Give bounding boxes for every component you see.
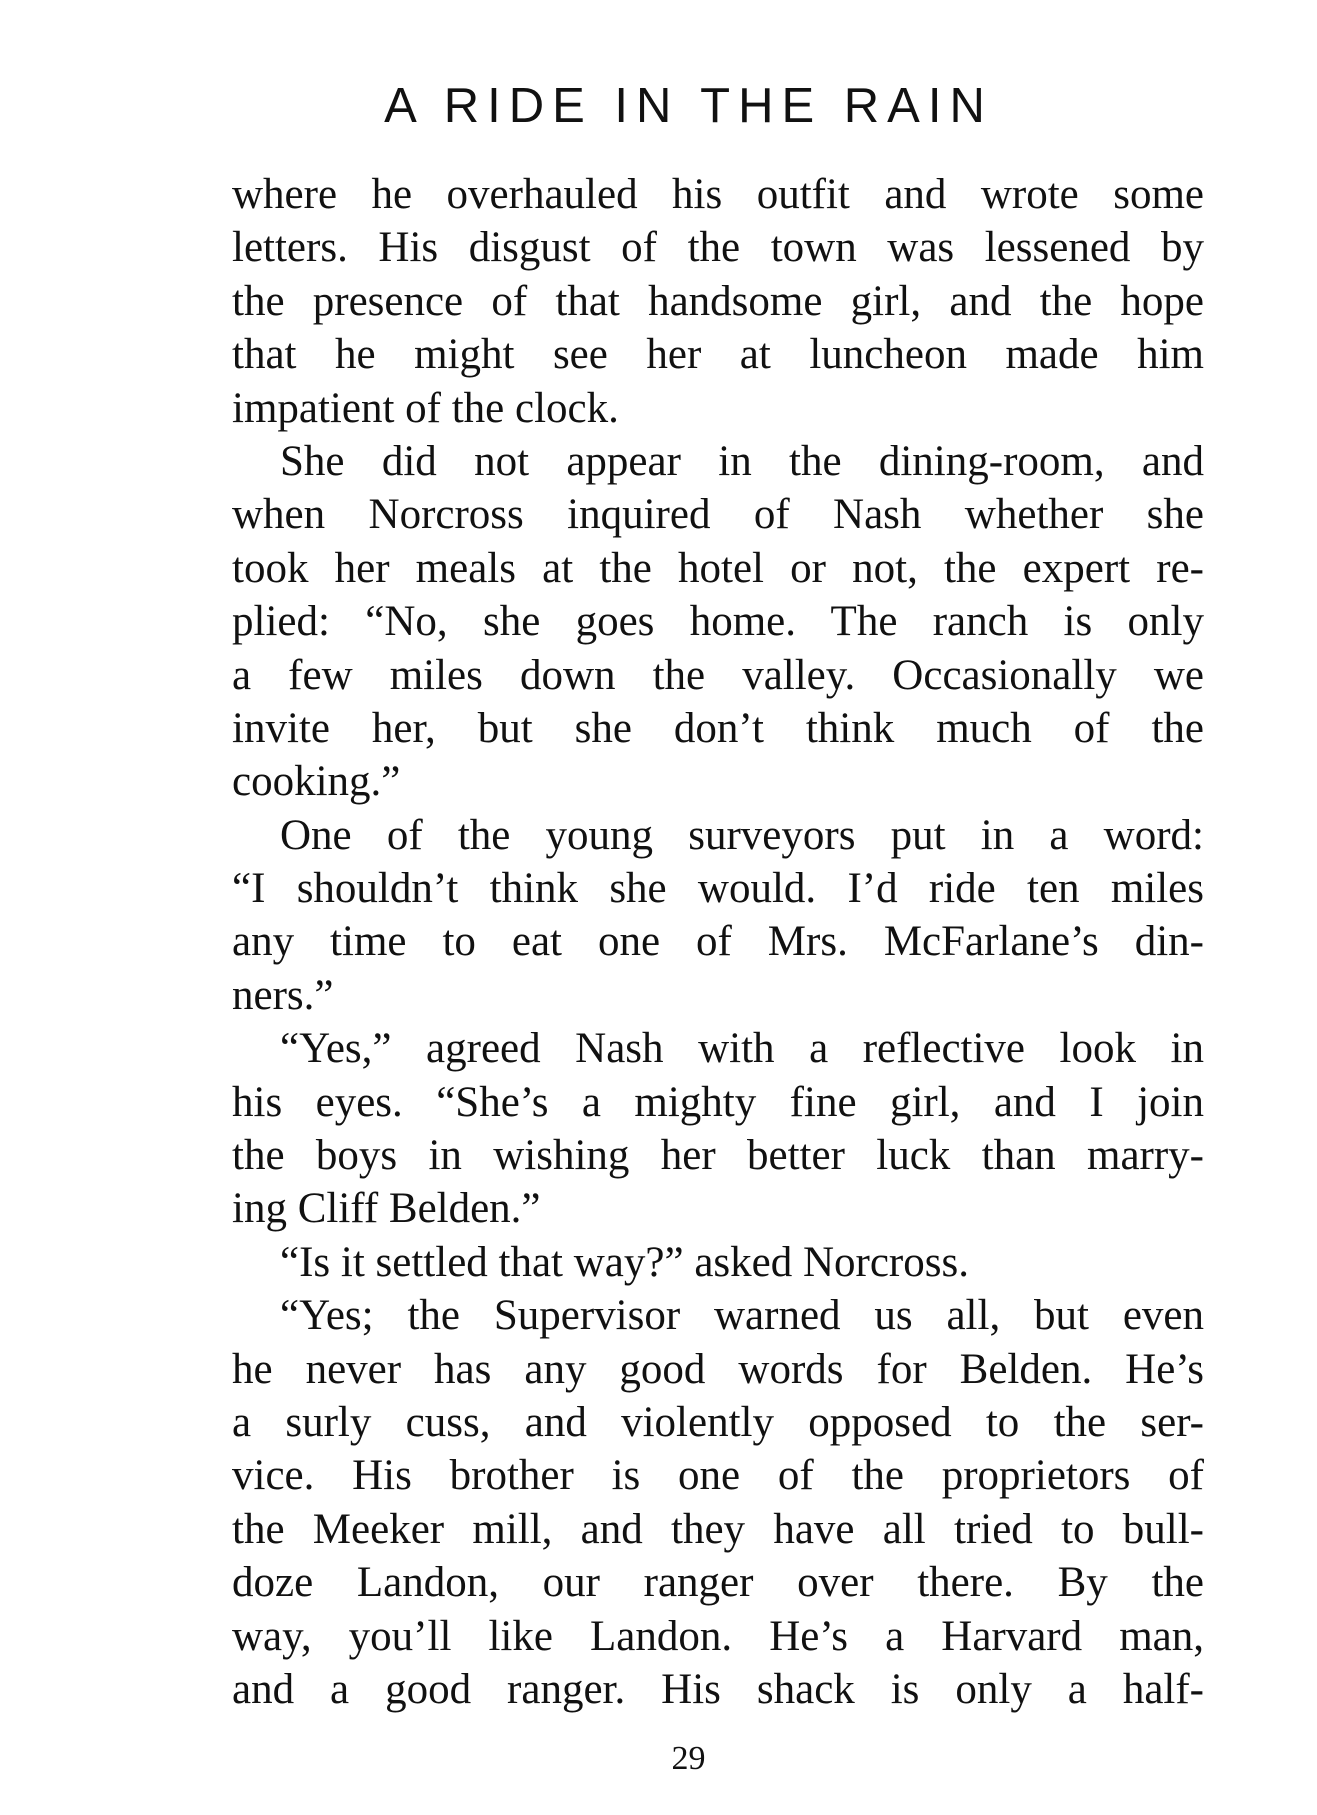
text-line: She did not appear in the dining-room, and (280, 437, 1204, 485)
text-line: plied: “No, she goes home. The ranch is only (232, 598, 1204, 646)
text-line: that he might see her at luncheon made him (232, 331, 1204, 379)
text-line: invite her, but she don’t think much of the (232, 704, 1204, 752)
text-line: “Yes; the Supervisor warned us all, but even (280, 1292, 1204, 1340)
text-line: the boys in wishing her better luck than marry- (232, 1132, 1204, 1180)
text-line: a surly cuss, and violently opposed to the ser- (232, 1398, 1204, 1446)
text-line: “I shouldn’t think she would. I’d ride ten miles (232, 865, 1204, 913)
text-line: where he overhauled his outfit and wrote some (232, 171, 1204, 218)
text-line: his eyes. “She’s a mighty fine girl, and I join (232, 1078, 1204, 1126)
text-line: way, you’ll like Landon. He’s a Harvard man, (232, 1612, 1204, 1660)
text-line: doze Landon, our ranger over there. By the (232, 1559, 1204, 1607)
text-line: impatient of the clock. (232, 384, 619, 432)
text-line: cooking.” (232, 758, 401, 806)
running-head: A RIDE IN THE RAIN (384, 79, 993, 133)
text-line: “Yes,” agreed Nash with a reflective look in (280, 1025, 1204, 1073)
text-line: he never has any good words for Belden. He’s (232, 1345, 1204, 1393)
text-line: any time to eat one of Mrs. McFarlane’s din- (232, 918, 1204, 966)
text-line: the Meeker mill, and they have all tried to bull- (232, 1505, 1204, 1553)
text-line: ners.” (232, 971, 334, 1019)
text-line: “Is it settled that way?” asked Norcross. (280, 1238, 969, 1286)
text-line: vice. His brother is one of the proprietors of (232, 1452, 1204, 1500)
page-number: 29 (671, 1740, 706, 1777)
text-line: took her meals at the hotel or not, the expert re- (232, 544, 1204, 592)
text-line: a few miles down the valley. Occasionally we (232, 651, 1204, 699)
text-line: One of the young surveyors put in a word: (280, 811, 1204, 859)
body-text (232, 168, 1204, 1716)
text-line: ing Cliff Belden.” (232, 1185, 541, 1233)
text-line: letters. His disgust of the town was lessened by (232, 224, 1204, 272)
text-line: and a good ranger. His shack is only a half- (232, 1665, 1204, 1713)
text-line: when Norcross inquired of Nash whether she (232, 491, 1204, 539)
text-line: the presence of that handsome girl, and the hope (232, 277, 1204, 325)
